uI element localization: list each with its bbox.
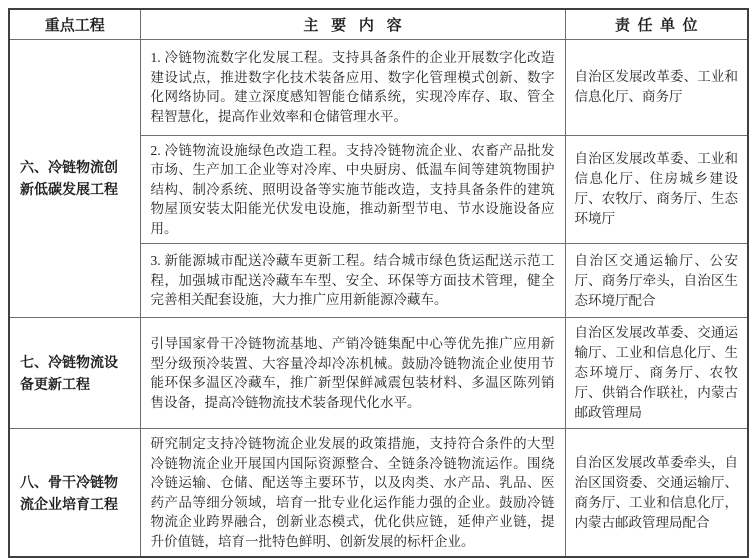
content-enterprise-cultivation-text: 研究制定支持冷链物流企业发展的政策措施，支持符合条件的大型冷链物流企业开展国内国际资源整合、全链条冷链物流运作。围绕冷链运输、仓储、配送等主要环节，以及肉类、水产品、乳品、医药产品等细分领域，培育一批专业化运作能力强的企业。鼓励冷链物流企业跨界融合，创新业态模式，优化供应链，延伸产业链，提升价值链，培育一批特色鲜明、创新发展的标杆企业。 xyxy=(150,436,555,549)
project-cell-seven xyxy=(9,318,140,429)
responsible-digitalization-text: 自治区发展改革委、工业和信息化厅、商务厅 xyxy=(574,69,738,104)
responsible-cell-new-energy-truck xyxy=(565,244,748,318)
header-main-content-label: 主要内容 xyxy=(303,16,415,34)
content-digitalization-text: 1. 冷链物流数字化发展工程。支持具备条件的企业开展数字化改造建设试点，推进数字化技术装备应用、数字化管理模式创新、数字化网络协同。建立深度感知智能仓储系统，实现冷库存、取、管全程智慧化，提高作业效率和仓储管理水平。 xyxy=(150,50,555,124)
table-row xyxy=(9,39,748,135)
header-row xyxy=(9,9,748,39)
project-cell-six xyxy=(9,39,140,318)
table-row xyxy=(9,429,748,558)
header-key-project xyxy=(9,9,140,39)
responsible-cell-digitalization xyxy=(565,39,748,135)
content-cell-new-energy-truck xyxy=(140,244,565,318)
key-projects-table-wrap xyxy=(8,8,747,549)
content-cell-digitalization xyxy=(140,39,565,135)
table-row xyxy=(9,318,748,429)
responsible-cell-green-retrofit xyxy=(565,135,748,244)
project-eight-label: 八、骨干冷链物流企业培育工程 xyxy=(20,473,118,512)
content-cell-enterprise-cultivation xyxy=(140,429,565,558)
header-main-content xyxy=(140,9,565,39)
content-green-retrofit-text: 2. 冷链物流设施绿色改造工程。支持冷链物流企业、农畜产品批发市场、生产加工企业等对冷库、中央厨房、低温车间等建筑物围护结构、制冷系统、照明设备等实施节能改造，支持具备条件的建筑物屋顶安装太阳能光伏发电设施，推动新型节电、节水设施设备应用。 xyxy=(150,142,555,236)
project-cell-eight xyxy=(9,429,140,558)
header-key-project-label: 重点工程 xyxy=(44,16,105,34)
responsible-equipment-upgrade-text: 自治区发展改革委、交通运输厅、工业和信息化厅、生态环境厅、商务厅、农牧厅、供销合作联社，内蒙古邮政管理局 xyxy=(574,325,738,420)
header-responsible-unit xyxy=(565,9,748,39)
project-six-label: 六、冷链物流创新低碳发展工程 xyxy=(20,159,118,198)
project-seven-label: 七、冷链物流设备更新工程 xyxy=(20,354,118,392)
key-projects-table xyxy=(8,8,749,558)
content-equipment-upgrade-text: 引导国家骨干冷链物流基地、产销冷链集配中心等优先推广应用新型分级预冷装置、大容量冷却冷冻机械。鼓励冷链物流企业使用节能环保多温区冷藏车，推广新型保鲜减震包装材料、多温区陈列销售设备，提高冷链物流技术装备现代化水平。 xyxy=(150,336,555,410)
responsible-cell-enterprise-cultivation xyxy=(565,429,748,558)
responsible-green-retrofit-text: 自治区发展改革委、工业和信息化厅、住房城乡建设厅、农牧厅、商务厅、生态环境厅 xyxy=(574,151,738,227)
content-new-energy-truck-text: 3. 新能源城市配送冷藏车更新工程。结合城市绿色货运配送示范工程，加强城市配送冷藏车车型、安全、环保等方面技术管理，健全完善相关配套设施，大力推广应用新能源冷藏车。 xyxy=(150,253,555,308)
responsible-new-energy-truck-text: 自治区交通运输厅、公安厅、商务厅牵头，自治区生态环境厅配合 xyxy=(574,252,738,308)
responsible-enterprise-cultivation-text: 自治区发展改革委牵头，自治区国资委、交通运输厅、商务厅、工业和信息化厅，内蒙古邮政管理局配合 xyxy=(574,454,738,530)
content-cell-green-retrofit xyxy=(140,135,565,244)
responsible-cell-equipment-upgrade xyxy=(565,318,748,429)
header-responsible-unit-label: 责任单位 xyxy=(614,16,705,34)
content-cell-equipment-upgrade xyxy=(140,318,565,429)
